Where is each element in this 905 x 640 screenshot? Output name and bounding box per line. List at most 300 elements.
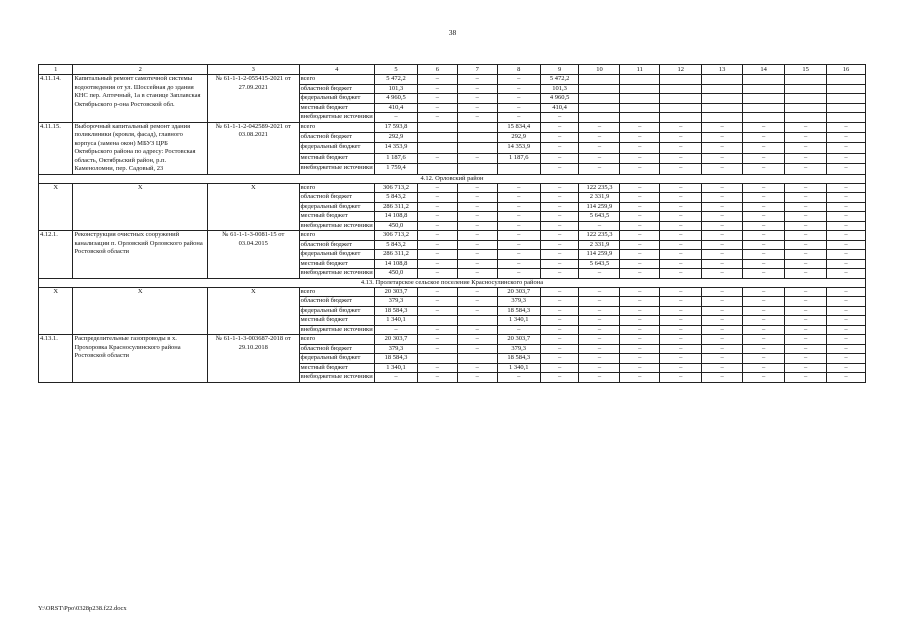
amount-cell: – xyxy=(579,164,620,174)
amount-cell: 122 235,3 xyxy=(579,183,620,193)
expertise-document: № 61-1-1-3-0081-15 от 03.04.2015 xyxy=(208,231,300,279)
amount-cell: – xyxy=(702,240,743,250)
amount-cell xyxy=(743,84,785,94)
amount-cell: – xyxy=(540,363,579,373)
amount-cell: 14 108,8 xyxy=(374,212,417,222)
amount-cell: 1 340,1 xyxy=(374,316,417,326)
amount-cell xyxy=(785,75,827,85)
amount-cell: – xyxy=(620,297,660,307)
amount-cell: 20 303,7 xyxy=(374,287,417,297)
amount-cell: – xyxy=(702,221,743,231)
amount-cell: – xyxy=(540,269,579,279)
amount-cell: – xyxy=(620,153,660,163)
amount-cell: – xyxy=(660,335,702,345)
amount-cell: – xyxy=(660,122,702,132)
funding-source: федеральный бюджет xyxy=(299,306,374,316)
amount-cell: – xyxy=(660,193,702,203)
amount-cell: – xyxy=(660,325,702,335)
object-name: Капитальный ремонт самотечной системы водоотведения от ул. Шоссейная до здания КНС пер. Аптечный, 1а в станице Заплавская Октябрьского р-она Ростовской обл. xyxy=(73,75,208,123)
funding-source: областной бюджет xyxy=(299,297,374,307)
column-number: 10 xyxy=(579,65,620,75)
amount-cell: – xyxy=(579,297,620,307)
amount-cell: 1 340,1 xyxy=(374,363,417,373)
amount-cell: – xyxy=(660,259,702,269)
amount-cell: – xyxy=(497,325,540,335)
funding-source: федеральный бюджет xyxy=(299,143,374,153)
amount-cell: – xyxy=(702,354,743,364)
amount-cell xyxy=(418,354,458,364)
amount-cell xyxy=(579,84,620,94)
amount-cell: – xyxy=(579,122,620,132)
amount-cell: – xyxy=(743,259,785,269)
amount-cell: – xyxy=(620,306,660,316)
amount-cell: 1 187,6 xyxy=(497,153,540,163)
amount-cell: – xyxy=(457,240,497,250)
expertise-document: Х xyxy=(208,287,300,335)
amount-cell: – xyxy=(620,122,660,132)
amount-cell: 4 960,5 xyxy=(374,94,417,104)
amount-cell: – xyxy=(702,193,743,203)
amount-cell: 292,9 xyxy=(374,132,417,142)
amount-cell: – xyxy=(540,354,579,364)
amount-cell: – xyxy=(418,75,458,85)
amount-cell: – xyxy=(540,202,579,212)
funding-source: всего xyxy=(299,75,374,85)
funding-source: всего xyxy=(299,231,374,241)
funding-source: областной бюджет xyxy=(299,240,374,250)
amount-cell: – xyxy=(827,297,866,307)
amount-cell: 379,3 xyxy=(497,344,540,354)
amount-cell: – xyxy=(457,363,497,373)
amount-cell: – xyxy=(660,132,702,142)
amount-cell xyxy=(620,113,660,123)
object-name: Х xyxy=(73,183,208,231)
amount-cell: – xyxy=(540,122,579,132)
amount-cell: – xyxy=(702,183,743,193)
amount-cell: – xyxy=(497,84,540,94)
amount-cell: – xyxy=(827,373,866,383)
amount-cell: – xyxy=(743,231,785,241)
expertise-document: № 61-1-1-2-042589-2021 от 03.08.2021 xyxy=(208,122,300,174)
amount-cell: – xyxy=(457,94,497,104)
amount-cell: – xyxy=(540,316,579,326)
amount-cell: – xyxy=(743,354,785,364)
amount-cell: – xyxy=(827,122,866,132)
amount-cell: – xyxy=(743,250,785,260)
amount-cell xyxy=(497,164,540,174)
amount-cell: – xyxy=(785,344,827,354)
amount-cell: – xyxy=(418,325,458,335)
amount-cell: – xyxy=(827,202,866,212)
amount-cell: – xyxy=(827,221,866,231)
amount-cell: – xyxy=(497,75,540,85)
amount-cell: 5 472,2 xyxy=(374,75,417,85)
footer-file-path: Y:\ORST\Ppo\0328p238.f22.docx xyxy=(38,605,127,612)
amount-cell: – xyxy=(579,316,620,326)
amount-cell: – xyxy=(579,335,620,345)
amount-cell: – xyxy=(418,363,458,373)
amount-cell: 20 303,7 xyxy=(497,335,540,345)
amount-cell: – xyxy=(702,212,743,222)
amount-cell: – xyxy=(743,297,785,307)
amount-cell: 292,9 xyxy=(497,132,540,142)
amount-cell: – xyxy=(579,363,620,373)
amount-cell: 379,3 xyxy=(374,344,417,354)
amount-cell: – xyxy=(743,335,785,345)
amount-cell: – xyxy=(702,287,743,297)
amount-cell: – xyxy=(660,306,702,316)
amount-cell: – xyxy=(702,335,743,345)
amount-cell: – xyxy=(743,212,785,222)
amount-cell xyxy=(785,103,827,113)
amount-cell: – xyxy=(457,103,497,113)
amount-cell xyxy=(702,113,743,123)
amount-cell: – xyxy=(418,250,458,260)
amount-cell xyxy=(620,84,660,94)
amount-cell: – xyxy=(540,193,579,203)
amount-cell: – xyxy=(540,250,579,260)
amount-cell: – xyxy=(457,269,497,279)
amount-cell: – xyxy=(660,287,702,297)
amount-cell: 101,3 xyxy=(374,84,417,94)
amount-cell: – xyxy=(827,363,866,373)
amount-cell: – xyxy=(540,373,579,383)
amount-cell: – xyxy=(785,183,827,193)
amount-cell: 122 235,3 xyxy=(579,231,620,241)
object-name: Х xyxy=(73,287,208,335)
amount-cell: – xyxy=(457,344,497,354)
amount-cell: – xyxy=(457,183,497,193)
amount-cell: – xyxy=(418,335,458,345)
amount-cell: – xyxy=(620,287,660,297)
amount-cell: – xyxy=(827,240,866,250)
amount-cell: – xyxy=(457,221,497,231)
amount-cell: 14 353,9 xyxy=(497,143,540,153)
amount-cell xyxy=(418,122,458,132)
funding-source: местный бюджет xyxy=(299,212,374,222)
amount-cell: 5 843,2 xyxy=(374,193,417,203)
amount-cell: – xyxy=(743,269,785,279)
funding-source: областной бюджет xyxy=(299,132,374,142)
amount-cell: – xyxy=(620,354,660,364)
table-row xyxy=(39,183,866,193)
amount-cell: – xyxy=(497,373,540,383)
amount-cell: – xyxy=(620,325,660,335)
amount-cell: – xyxy=(785,122,827,132)
amount-cell: – xyxy=(457,306,497,316)
amount-cell: 1 187,6 xyxy=(374,153,417,163)
funding-source: местный бюджет xyxy=(299,363,374,373)
amount-cell xyxy=(702,94,743,104)
amount-cell: – xyxy=(579,287,620,297)
amount-cell: – xyxy=(579,306,620,316)
amount-cell xyxy=(457,354,497,364)
amount-cell: – xyxy=(540,287,579,297)
amount-cell: – xyxy=(827,306,866,316)
amount-cell: – xyxy=(743,240,785,250)
amount-cell: 450,0 xyxy=(374,269,417,279)
amount-cell: – xyxy=(457,202,497,212)
column-number: 14 xyxy=(743,65,785,75)
column-number: 5 xyxy=(374,65,417,75)
table-row xyxy=(39,122,866,132)
amount-cell: – xyxy=(540,325,579,335)
amount-cell: – xyxy=(418,259,458,269)
amount-cell: 1 340,1 xyxy=(497,316,540,326)
amount-cell: – xyxy=(418,221,458,231)
amount-cell: – xyxy=(743,202,785,212)
amount-cell: 2 331,9 xyxy=(579,240,620,250)
amount-cell: – xyxy=(785,164,827,174)
amount-cell: – xyxy=(620,316,660,326)
amount-cell: – xyxy=(827,354,866,364)
funding-source: всего xyxy=(299,335,374,345)
amount-cell: 286 311,2 xyxy=(374,250,417,260)
amount-cell xyxy=(785,84,827,94)
amount-cell: – xyxy=(457,325,497,335)
funding-source: всего xyxy=(299,122,374,132)
funding-source: внебюджетные источники xyxy=(300,373,373,380)
amount-cell xyxy=(620,75,660,85)
item-number: 4.12.1. xyxy=(39,231,73,279)
amount-cell xyxy=(827,103,866,113)
section-title: 4.13. Пролетарское сельское поселение Красносулинского района xyxy=(39,278,866,287)
amount-cell: 14 108,8 xyxy=(374,259,417,269)
budget-table xyxy=(38,64,866,383)
amount-cell: 410,4 xyxy=(374,103,417,113)
amount-cell: – xyxy=(785,316,827,326)
table-row xyxy=(39,287,866,297)
item-number: 4.11.14. xyxy=(39,75,73,123)
amount-cell: – xyxy=(540,231,579,241)
amount-cell: – xyxy=(702,297,743,307)
amount-cell: 20 303,7 xyxy=(497,287,540,297)
amount-cell: – xyxy=(579,373,620,383)
amount-cell: – xyxy=(540,183,579,193)
expertise-document: Х xyxy=(208,183,300,231)
amount-cell xyxy=(579,94,620,104)
amount-cell: – xyxy=(785,231,827,241)
amount-cell: 18 584,3 xyxy=(374,354,417,364)
amount-cell: – xyxy=(418,103,458,113)
amount-cell: – xyxy=(457,113,497,123)
amount-cell: – xyxy=(457,250,497,260)
amount-cell xyxy=(827,113,866,123)
amount-cell: – xyxy=(743,122,785,132)
amount-cell: – xyxy=(702,373,743,383)
amount-cell: – xyxy=(827,259,866,269)
amount-cell: – xyxy=(540,335,579,345)
amount-cell: – xyxy=(418,373,458,383)
amount-cell: 18 584,3 xyxy=(374,306,417,316)
expertise-document: № 61-1-1-2-055415-2021 от 27.09.2021 xyxy=(208,75,300,123)
amount-cell: – xyxy=(497,240,540,250)
amount-cell: – xyxy=(827,269,866,279)
amount-cell: – xyxy=(702,153,743,163)
amount-cell: – xyxy=(540,113,579,123)
item-number: Х xyxy=(39,287,73,335)
amount-cell: – xyxy=(785,325,827,335)
amount-cell: 2 331,9 xyxy=(579,193,620,203)
amount-cell: – xyxy=(540,153,579,163)
amount-cell xyxy=(827,94,866,104)
amount-cell: – xyxy=(660,354,702,364)
table-row xyxy=(39,335,866,345)
amount-cell: – xyxy=(497,221,540,231)
amount-cell: – xyxy=(497,212,540,222)
amount-cell: – xyxy=(620,231,660,241)
amount-cell: 410,4 xyxy=(540,103,579,113)
amount-cell: – xyxy=(702,325,743,335)
amount-cell: – xyxy=(620,183,660,193)
funding-source: внебюджетные источники xyxy=(300,221,373,229)
funding-source: внебюджетные источники xyxy=(300,113,373,120)
amount-cell: – xyxy=(620,240,660,250)
amount-cell: 379,3 xyxy=(497,297,540,307)
amount-cell: – xyxy=(620,212,660,222)
funding-source: областной бюджет xyxy=(299,84,374,94)
expertise-document: № 61-1-1-3-003687-2018 от 29.10.2018 xyxy=(208,335,300,383)
amount-cell: – xyxy=(660,250,702,260)
amount-cell: – xyxy=(702,344,743,354)
amount-cell: 5 843,2 xyxy=(374,240,417,250)
amount-cell xyxy=(418,164,458,174)
amount-cell: – xyxy=(785,250,827,260)
amount-cell: 5 472,2 xyxy=(540,75,579,85)
amount-cell: 14 353,9 xyxy=(374,143,417,153)
amount-cell: – xyxy=(418,240,458,250)
amount-cell: – xyxy=(579,143,620,153)
amount-cell: – xyxy=(660,363,702,373)
amount-cell: – xyxy=(743,183,785,193)
amount-cell: – xyxy=(540,259,579,269)
amount-cell: – xyxy=(785,132,827,142)
amount-cell: – xyxy=(497,103,540,113)
amount-cell: – xyxy=(660,221,702,231)
amount-cell: – xyxy=(540,344,579,354)
column-number-row xyxy=(39,65,866,75)
amount-cell: – xyxy=(743,221,785,231)
amount-cell: – xyxy=(620,373,660,383)
amount-cell xyxy=(743,103,785,113)
amount-cell: – xyxy=(497,202,540,212)
amount-cell xyxy=(620,103,660,113)
funding-source: федеральный бюджет xyxy=(299,250,374,260)
amount-cell: – xyxy=(579,132,620,142)
amount-cell: – xyxy=(743,363,785,373)
amount-cell: – xyxy=(827,335,866,345)
amount-cell xyxy=(827,84,866,94)
amount-cell xyxy=(743,94,785,104)
amount-cell: – xyxy=(540,306,579,316)
amount-cell: 20 303,7 xyxy=(374,335,417,345)
amount-cell: – xyxy=(457,212,497,222)
column-number: 1 xyxy=(39,65,73,75)
amount-cell: 5 643,5 xyxy=(579,259,620,269)
amount-cell: – xyxy=(457,335,497,345)
amount-cell: – xyxy=(827,153,866,163)
amount-cell: – xyxy=(660,240,702,250)
amount-cell: 1 759,4 xyxy=(374,164,417,174)
amount-cell: – xyxy=(457,297,497,307)
amount-cell: – xyxy=(540,143,579,153)
amount-cell: – xyxy=(457,75,497,85)
column-number: 15 xyxy=(785,65,827,75)
amount-cell: – xyxy=(743,325,785,335)
column-number: 7 xyxy=(457,65,497,75)
amount-cell: – xyxy=(827,132,866,142)
item-number: 4.13.1. xyxy=(39,335,73,383)
amount-cell: 5 643,5 xyxy=(579,212,620,222)
amount-cell: 1 340,1 xyxy=(497,363,540,373)
amount-cell: – xyxy=(660,373,702,383)
amount-cell: – xyxy=(660,164,702,174)
funding-source: федеральный бюджет xyxy=(299,202,374,212)
amount-cell: 450,0 xyxy=(374,221,417,231)
amount-cell: 17 593,8 xyxy=(374,122,417,132)
amount-cell: – xyxy=(620,132,660,142)
amount-cell: – xyxy=(702,269,743,279)
amount-cell: – xyxy=(702,202,743,212)
amount-cell: – xyxy=(785,269,827,279)
amount-cell: – xyxy=(785,373,827,383)
column-number: 2 xyxy=(73,65,208,75)
amount-cell: – xyxy=(457,84,497,94)
amount-cell: – xyxy=(457,231,497,241)
amount-cell: – xyxy=(418,231,458,241)
amount-cell: – xyxy=(702,363,743,373)
amount-cell: – xyxy=(457,287,497,297)
amount-cell: – xyxy=(497,113,540,123)
funding-source: местный бюджет xyxy=(299,103,374,113)
object-name: Выборочный капитальный ремонт здания поликлиники (кровля, фасад), главного корпуса (замена окон) МБУЗ ЦРБ Октябрьского района по адресу: Ростовская область, Октябрьский район, р.п. Каменоломни, пер. Садовый, 23 xyxy=(73,122,208,174)
amount-cell: – xyxy=(579,153,620,163)
amount-cell: 306 713,2 xyxy=(374,183,417,193)
amount-cell: – xyxy=(620,259,660,269)
amount-cell: – xyxy=(702,122,743,132)
amount-cell: – xyxy=(785,259,827,269)
amount-cell: 18 584,3 xyxy=(497,354,540,364)
amount-cell xyxy=(418,132,458,142)
amount-cell xyxy=(660,84,702,94)
amount-cell xyxy=(702,84,743,94)
amount-cell: – xyxy=(418,153,458,163)
column-number: 4 xyxy=(299,65,374,75)
amount-cell: – xyxy=(660,269,702,279)
amount-cell: – xyxy=(785,202,827,212)
amount-cell: – xyxy=(743,373,785,383)
amount-cell: – xyxy=(743,306,785,316)
amount-cell: – xyxy=(660,153,702,163)
amount-cell: – xyxy=(660,183,702,193)
amount-cell: – xyxy=(620,221,660,231)
amount-cell: – xyxy=(785,193,827,203)
amount-cell: – xyxy=(827,231,866,241)
amount-cell: – xyxy=(497,193,540,203)
item-number: 4.11.15. xyxy=(39,122,73,174)
amount-cell: – xyxy=(743,164,785,174)
amount-cell: – xyxy=(702,132,743,142)
funding-source: внебюджетные источники xyxy=(300,269,373,276)
object-name: Распределительные газопроводы в х. Прохоровка Красносулинского района Ростовской области xyxy=(73,335,208,383)
amount-cell xyxy=(418,143,458,153)
amount-cell: – xyxy=(579,325,620,335)
funding-source: местный бюджет xyxy=(299,259,374,269)
amount-cell xyxy=(743,113,785,123)
amount-cell: – xyxy=(785,240,827,250)
section-title-row xyxy=(39,278,866,287)
funding-source: местный бюджет xyxy=(299,316,374,326)
